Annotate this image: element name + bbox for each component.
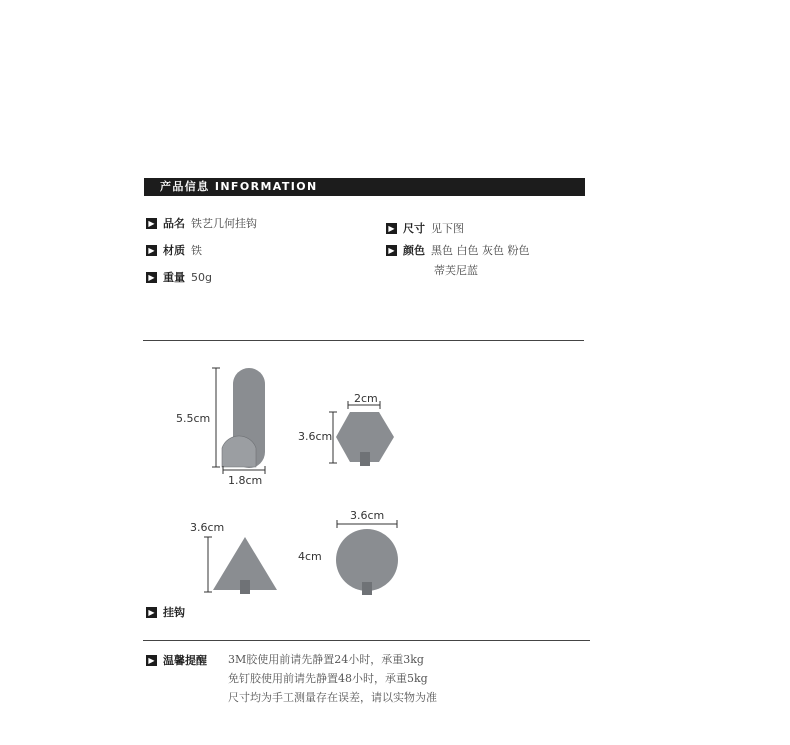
material-label: 材质: [163, 244, 185, 257]
info-header-title: 产品信息 INFORMATION: [160, 180, 318, 193]
arrow-right-icon: ▶: [146, 607, 157, 618]
oval-width-label: 1.8cm: [228, 474, 263, 487]
notice-line: 尺寸均为手工测量存在误差，请以实物为准: [228, 691, 437, 704]
hook-section: [146, 604, 185, 620]
color-value-2: 蒂芙尼蓝: [434, 264, 478, 277]
arrow-right-icon: ▶: [146, 655, 157, 666]
oval-height-label: 5.5cm: [176, 412, 211, 425]
arrow-right-icon: ▶: [146, 272, 157, 283]
size-label: 尺寸: [403, 222, 425, 235]
name-label: 品名: [163, 217, 185, 230]
hexagon-hook-diagram: [329, 401, 394, 466]
oval-hook-diagram: [212, 368, 265, 474]
arrow-right-icon: ▶: [146, 218, 157, 229]
notice-label: 温馨提醒: [163, 654, 207, 667]
size-value: 见下图: [431, 222, 464, 235]
name-value: 铁艺几何挂钩: [191, 217, 257, 230]
arrow-right-icon: ▶: [146, 245, 157, 256]
circle-height-label: 4cm: [298, 550, 322, 563]
weight-label: 重量: [163, 271, 185, 284]
circle-width-label: 3.6cm: [350, 509, 385, 522]
arrow-right-icon: ▶: [386, 245, 397, 256]
material-value: 铁: [191, 244, 202, 257]
section-divider: [143, 640, 590, 641]
color-label: 颜色: [403, 244, 425, 257]
circle-hook-diagram: [336, 520, 398, 595]
notice-header: [146, 652, 207, 668]
arrow-right-icon: ▶: [386, 223, 397, 234]
color-value-1: 黑色 白色 灰色 粉色: [431, 244, 530, 257]
hook-label: 挂钩: [163, 606, 185, 619]
weight-value: 50g: [191, 270, 212, 284]
hex-height-label: 3.6cm: [298, 430, 333, 443]
notice-text: [228, 650, 437, 707]
triangle-hook-diagram: [204, 537, 277, 594]
notice-line: 免钉胶使用前请先静置48小时，承重5kg: [228, 672, 428, 685]
tri-height-label: 3.6cm: [190, 521, 225, 534]
hex-width-label: 2cm: [354, 392, 378, 405]
notice-line: 3M胶使用前请先静置24小时，承重3kg: [228, 653, 424, 666]
